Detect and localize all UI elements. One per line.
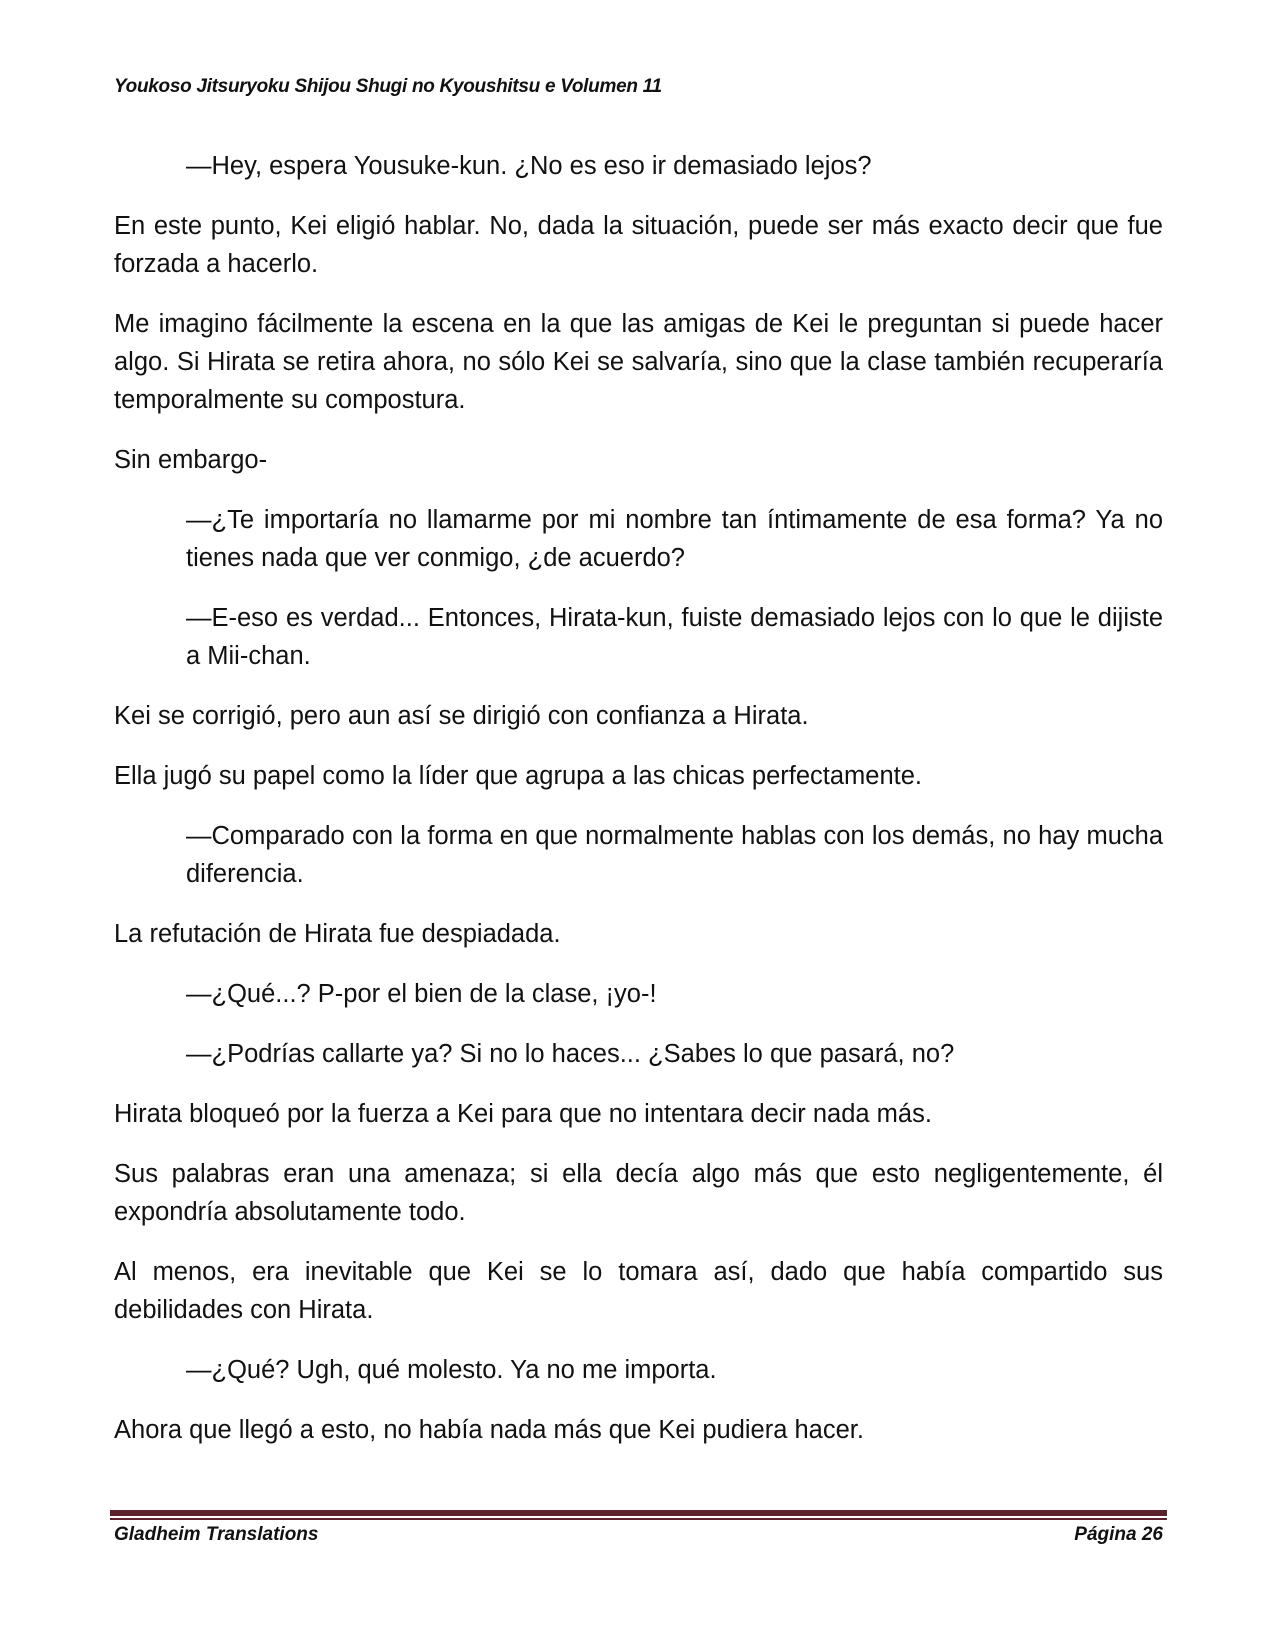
dialogue-paragraph: —¿Qué...? P-por el bien de la clase, ¡yo-!: [186, 980, 657, 1008]
footer-rule: [110, 1510, 1167, 1520]
page-number: Página 26: [1074, 1524, 1163, 1545]
narration-paragraph: En este punto, Kei eligió hablar. No, dada la situación, puede ser más exacto decir que fue forzada a hacerlo.: [114, 212, 1163, 278]
dialogue-paragraph: —Comparado con la forma en que normalmente hablas con los demás, no hay mucha diferencia.: [186, 822, 1163, 888]
narration-paragraph: Me imagino fácilmente la escena en la que las amigas de Kei le preguntan si puede hacer algo. Si Hirata se retira ahora, no sólo Kei se salvaría, sino que la clase también recuperaría temporalmente su compostura.: [114, 310, 1163, 414]
dialogue-paragraph: —¿Qué? Ugh, qué molesto. Ya no me importa.: [186, 1356, 717, 1384]
running-header: Youkoso Jitsuryoku Shijou Shugi no Kyoushitsu e Volumen 11: [114, 76, 662, 97]
narration-paragraph: Ahora que llegó a esto, no había nada más que Kei pudiera hacer.: [114, 1416, 864, 1444]
dialogue-paragraph: —¿Te importaría no llamarme por mi nombre tan íntimamente de esa forma? Ya no tienes nada que ver conmigo, ¿de acuerdo?: [186, 506, 1163, 572]
page-body: [114, 147, 1163, 1471]
narration-paragraph: Kei se corrigió, pero aun así se dirigió con confianza a Hirata.: [114, 702, 809, 730]
footer-publisher: Gladheim Translations: [114, 1524, 319, 1545]
footer: [114, 1524, 1163, 1546]
dialogue-paragraph: —¿Podrías callarte ya? Si no lo haces... ¿Sabes lo que pasará, no?: [186, 1040, 955, 1068]
narration-paragraph: La refutación de Hirata fue despiadada.: [114, 920, 561, 948]
dialogue-paragraph: —E-eso es verdad... Entonces, Hirata-kun, fuiste demasiado lejos con lo que le dijiste a Mii-chan.: [186, 604, 1163, 670]
narration-paragraph: Hirata bloqueó por la fuerza a Kei para que no intentara decir nada más.: [114, 1100, 932, 1128]
narration-paragraph: Al menos, era inevitable que Kei se lo tomara así, dado que había compartido sus debilidades con Hirata.: [114, 1258, 1163, 1324]
narration-paragraph: Sin embargo-: [114, 446, 268, 474]
dialogue-paragraph: —Hey, espera Yousuke-kun. ¿No es eso ir demasiado lejos?: [186, 152, 872, 180]
narration-paragraph: Ella jugó su papel como la líder que agrupa a las chicas perfectamente.: [114, 762, 922, 790]
narration-paragraph: Sus palabras eran una amenaza; si ella decía algo más que esto negligentemente, él expondría absolutamente todo.: [114, 1160, 1163, 1226]
